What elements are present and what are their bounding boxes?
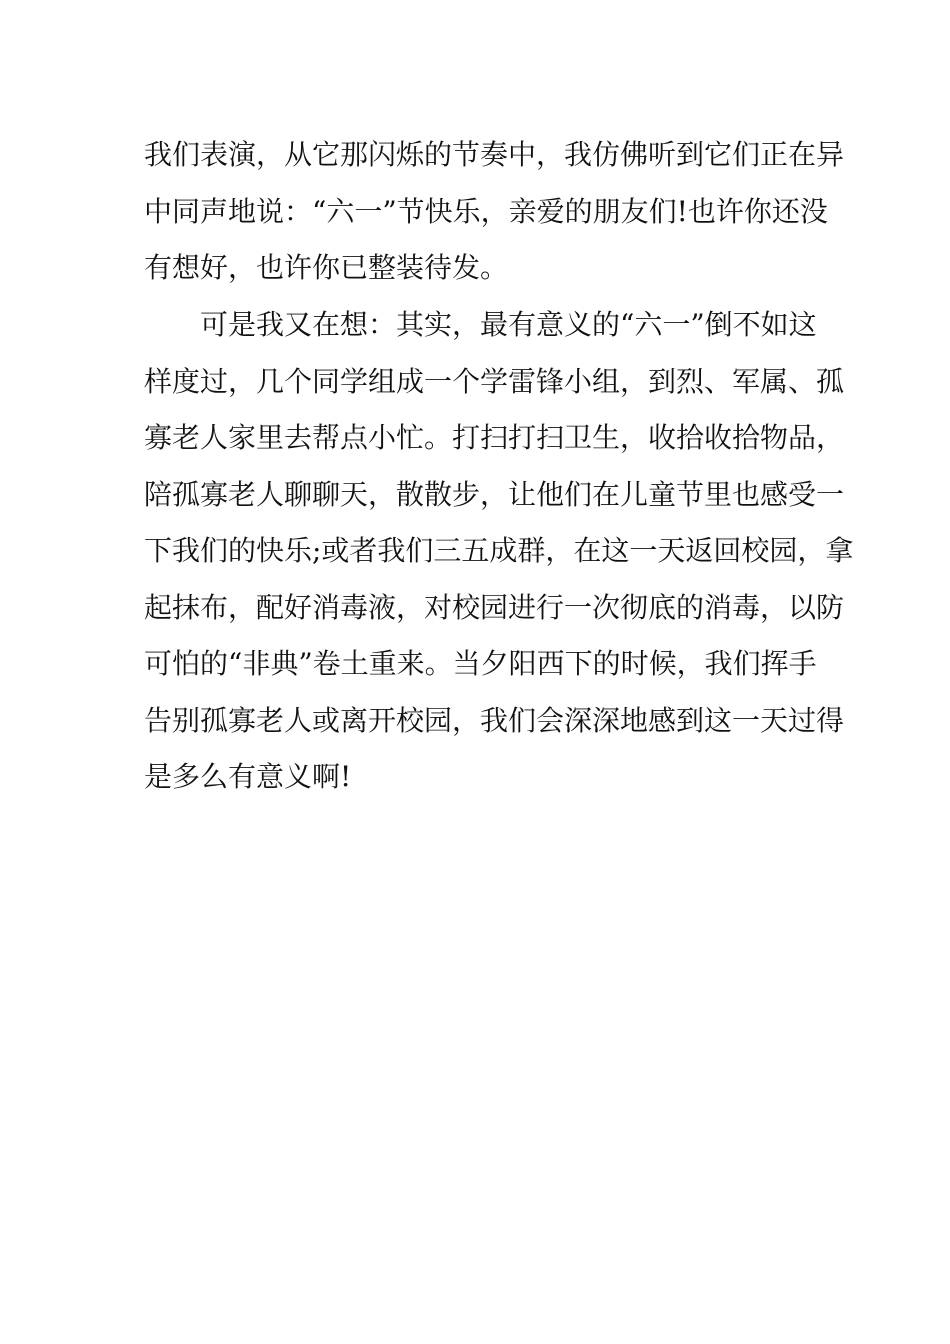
paragraph-2-line-3: 寡老人家里去帮点小忙。打扫打扫卫生，收拾收拾物品， [144, 421, 845, 454]
paragraph-2-line-2: 样度过，几个同学组成一个学雷锋小组，到烈、军属、孤 [144, 364, 845, 398]
paragraph-2-line-5: 下我们的快乐;或者我们三五成群，在这一天返回校园，拿 [144, 534, 854, 567]
paragraph-2-line-8: 告别孤寡老人或离开校园，我们会深深地感到这一天过得 [144, 703, 845, 737]
paragraph-2-line-1: 可是我又在想：其实，最有意义的“六一”倒不如这 [200, 308, 817, 341]
paragraph-1-line-3: 有想好，也许你已整装待发。 [144, 251, 509, 284]
paragraph-2-line-9: 是多么有意义啊! [144, 760, 352, 793]
paragraph-2-line-6: 起抹布，配好消毒液，对校园进行一次彻底的消毒，以防 [144, 590, 845, 624]
paragraph-2-line-4: 陪孤寡老人聊聊天，散散步，让他们在儿童节里也感受一 [144, 477, 845, 511]
paragraph-1-line-2: 中同声地说：“六一”节快乐，亲爱的朋友们!也许你还没 [144, 194, 828, 228]
paragraph-1 [144, 127, 845, 297]
paragraph-2-line-7: 可怕的“非典”卷土重来。当夕阳西下的时候，我们挥手 [144, 647, 817, 680]
paragraph-1-line-1: 我们表演，从它那闪烁的节奏中，我仿佛听到它们正在异 [144, 138, 845, 171]
paragraph-2 [144, 297, 854, 806]
